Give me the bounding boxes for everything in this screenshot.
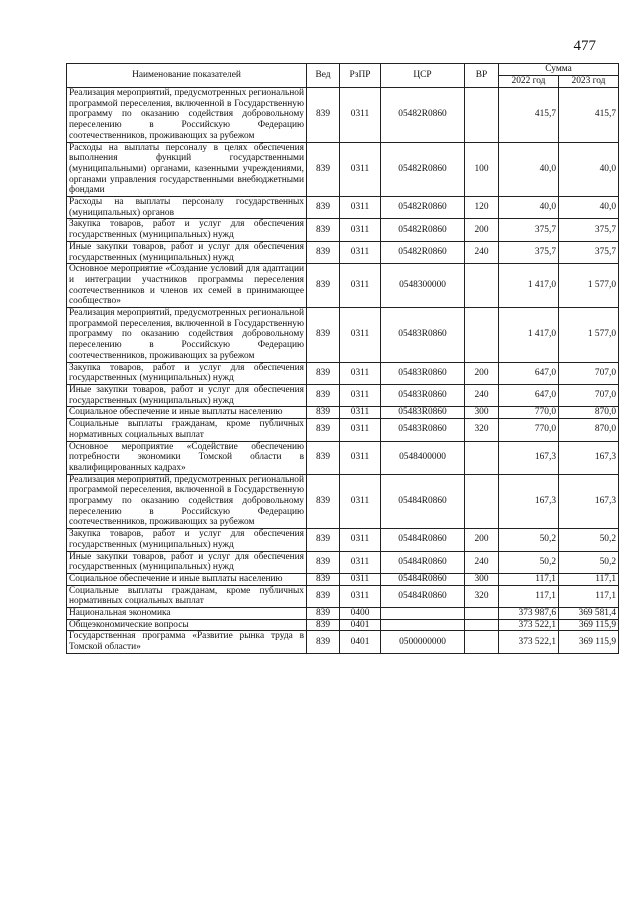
header-vr: ВР bbox=[465, 64, 499, 88]
row-name: Иные закупки товаров, работ и услуг для обеспечения государственных (муниципальных) нужд bbox=[67, 551, 307, 573]
table-row bbox=[67, 264, 619, 308]
row-sum-2022: 375,7 bbox=[499, 219, 559, 241]
row-vr: 100 bbox=[465, 142, 499, 197]
row-ved: 839 bbox=[307, 573, 340, 585]
table-row bbox=[67, 529, 619, 551]
row-sum-2023: 369 115,9 bbox=[559, 631, 619, 653]
table-row bbox=[67, 441, 619, 474]
table-row bbox=[67, 241, 619, 263]
table-row bbox=[67, 631, 619, 653]
header-name: Наименование показателей bbox=[67, 64, 307, 88]
row-vr: 200 bbox=[465, 529, 499, 551]
row-vr bbox=[465, 474, 499, 529]
table-row bbox=[67, 407, 619, 419]
table-row bbox=[67, 197, 619, 219]
row-csr: 05483R0860 bbox=[381, 362, 465, 384]
row-sum-2022: 373 522,1 bbox=[499, 631, 559, 653]
row-csr: 0548400000 bbox=[381, 441, 465, 474]
row-sum-2023: 870,0 bbox=[559, 419, 619, 441]
row-sum-2023: 50,2 bbox=[559, 529, 619, 551]
row-ved: 839 bbox=[307, 631, 340, 653]
row-rzpr: 0311 bbox=[340, 585, 381, 607]
row-sum-2023: 369 581,4 bbox=[559, 608, 619, 620]
row-rzpr: 0311 bbox=[340, 384, 381, 406]
table-row bbox=[67, 219, 619, 241]
row-name: Государственная программа «Развитие рынка труда в Томской области» bbox=[67, 631, 307, 653]
row-sum-2023: 707,0 bbox=[559, 362, 619, 384]
row-sum-2022: 647,0 bbox=[499, 384, 559, 406]
row-vr: 320 bbox=[465, 585, 499, 607]
row-rzpr: 0311 bbox=[340, 197, 381, 219]
row-sum-2022: 50,2 bbox=[499, 529, 559, 551]
row-sum-2023: 415,7 bbox=[559, 88, 619, 143]
table-row bbox=[67, 585, 619, 607]
row-csr: 05482R0860 bbox=[381, 241, 465, 263]
row-name: Социальное обеспечение и иные выплаты населению bbox=[67, 407, 307, 419]
row-ved: 839 bbox=[307, 219, 340, 241]
row-csr: 05483R0860 bbox=[381, 308, 465, 363]
row-csr: 05484R0860 bbox=[381, 585, 465, 607]
row-vr: 240 bbox=[465, 551, 499, 573]
header-sum: Сумма bbox=[499, 64, 619, 76]
row-csr: 05483R0860 bbox=[381, 419, 465, 441]
row-csr: 05483R0860 bbox=[381, 407, 465, 419]
row-csr: 05482R0860 bbox=[381, 142, 465, 197]
row-name: Социальные выплаты гражданам, кроме публичных нормативных социальных выплат bbox=[67, 585, 307, 607]
row-sum-2022: 1 417,0 bbox=[499, 264, 559, 308]
header-rzpr: РзПР bbox=[340, 64, 381, 88]
row-sum-2023: 117,1 bbox=[559, 573, 619, 585]
row-sum-2022: 117,1 bbox=[499, 573, 559, 585]
table-row bbox=[67, 384, 619, 406]
row-vr: 240 bbox=[465, 241, 499, 263]
row-ved: 839 bbox=[307, 419, 340, 441]
header-year-2022: 2022 год bbox=[499, 76, 559, 88]
row-csr: 05484R0860 bbox=[381, 573, 465, 585]
row-vr: 200 bbox=[465, 219, 499, 241]
budget-table bbox=[66, 63, 619, 654]
row-sum-2022: 770,0 bbox=[499, 407, 559, 419]
row-sum-2022: 167,3 bbox=[499, 474, 559, 529]
row-rzpr: 0311 bbox=[340, 441, 381, 474]
row-csr bbox=[381, 619, 465, 631]
header-csr: ЦСР bbox=[381, 64, 465, 88]
row-sum-2022: 40,0 bbox=[499, 197, 559, 219]
row-name: Национальная экономика bbox=[67, 608, 307, 620]
table-row bbox=[67, 88, 619, 143]
row-csr: 05484R0860 bbox=[381, 551, 465, 573]
row-rzpr: 0400 bbox=[340, 608, 381, 620]
table-row bbox=[67, 608, 619, 620]
row-sum-2023: 707,0 bbox=[559, 384, 619, 406]
row-name: Основное мероприятие «Содействие обеспечению потребности экономики Томской области в квалифицированных кадрах» bbox=[67, 441, 307, 474]
row-vr bbox=[465, 88, 499, 143]
row-sum-2022: 770,0 bbox=[499, 419, 559, 441]
row-name: Общеэкономические вопросы bbox=[67, 619, 307, 631]
row-csr: 05482R0860 bbox=[381, 88, 465, 143]
row-vr: 320 bbox=[465, 419, 499, 441]
table-row bbox=[67, 419, 619, 441]
row-sum-2023: 1 577,0 bbox=[559, 264, 619, 308]
row-name: Социальное обеспечение и иные выплаты населению bbox=[67, 573, 307, 585]
row-name: Закупка товаров, работ и услуг для обеспечения государственных (муниципальных) нужд bbox=[67, 219, 307, 241]
row-ved: 839 bbox=[307, 619, 340, 631]
header-year-2023: 2023 год bbox=[559, 76, 619, 88]
table-row bbox=[67, 308, 619, 363]
row-sum-2022: 50,2 bbox=[499, 551, 559, 573]
row-rzpr: 0311 bbox=[340, 308, 381, 363]
row-sum-2023: 40,0 bbox=[559, 142, 619, 197]
table-row bbox=[67, 551, 619, 573]
row-rzpr: 0311 bbox=[340, 88, 381, 143]
row-ved: 839 bbox=[307, 441, 340, 474]
row-sum-2022: 375,7 bbox=[499, 241, 559, 263]
row-ved: 839 bbox=[307, 474, 340, 529]
row-ved: 839 bbox=[307, 88, 340, 143]
row-sum-2023: 117,1 bbox=[559, 585, 619, 607]
row-ved: 839 bbox=[307, 142, 340, 197]
row-ved: 839 bbox=[307, 529, 340, 551]
row-sum-2023: 375,7 bbox=[559, 241, 619, 263]
row-ved: 839 bbox=[307, 241, 340, 263]
row-vr bbox=[465, 631, 499, 653]
row-rzpr: 0311 bbox=[340, 551, 381, 573]
row-rzpr: 0311 bbox=[340, 142, 381, 197]
row-ved: 839 bbox=[307, 264, 340, 308]
row-name: Реализация мероприятий, предусмотренных региональной программой переселения, включенной в Государственную программу по оказанию содействия добровольному переселению в Российскую Федерацию соотечественников, проживающих за рубежом bbox=[67, 88, 307, 143]
row-name: Иные закупки товаров, работ и услуг для обеспечения государственных (муниципальных) нужд bbox=[67, 384, 307, 406]
header-ved: Вед bbox=[307, 64, 340, 88]
row-ved: 839 bbox=[307, 608, 340, 620]
row-rzpr: 0311 bbox=[340, 419, 381, 441]
row-vr bbox=[465, 608, 499, 620]
row-name: Реализация мероприятий, предусмотренных региональной программой переселения, включенной в Государственную программу по оказанию содействия добровольному переселению в Российскую Федерацию соотечественников, проживающих за рубежом bbox=[67, 308, 307, 363]
row-ved: 839 bbox=[307, 585, 340, 607]
row-vr bbox=[465, 619, 499, 631]
row-rzpr: 0311 bbox=[340, 362, 381, 384]
table-body bbox=[67, 88, 619, 654]
row-rzpr: 0311 bbox=[340, 474, 381, 529]
row-rzpr: 0311 bbox=[340, 407, 381, 419]
row-vr: 300 bbox=[465, 407, 499, 419]
row-name: Основное мероприятие «Создание условий для адаптации и интеграции участников программы переселения соотечественников и членов их семей в принимающее сообщество» bbox=[67, 264, 307, 308]
row-csr: 05482R0860 bbox=[381, 219, 465, 241]
row-sum-2022: 167,3 bbox=[499, 441, 559, 474]
row-rzpr: 0311 bbox=[340, 219, 381, 241]
row-sum-2023: 375,7 bbox=[559, 219, 619, 241]
row-name: Реализация мероприятий, предусмотренных региональной программой переселения, включенной в Государственную программу по оказанию содействия добровольному переселению в Российскую Федерацию соотечественников, проживающих за рубежом bbox=[67, 474, 307, 529]
table-row bbox=[67, 573, 619, 585]
table-row bbox=[67, 474, 619, 529]
row-sum-2022: 373 522,1 bbox=[499, 619, 559, 631]
row-name: Социальные выплаты гражданам, кроме публичных нормативных социальных выплат bbox=[67, 419, 307, 441]
row-sum-2022: 40,0 bbox=[499, 142, 559, 197]
row-name: Закупка товаров, работ и услуг для обеспечения государственных (муниципальных) нужд bbox=[67, 529, 307, 551]
row-name: Иные закупки товаров, работ и услуг для обеспечения государственных (муниципальных) нужд bbox=[67, 241, 307, 263]
row-rzpr: 0311 bbox=[340, 529, 381, 551]
row-vr bbox=[465, 308, 499, 363]
row-vr: 200 bbox=[465, 362, 499, 384]
row-rzpr: 0311 bbox=[340, 573, 381, 585]
row-vr bbox=[465, 441, 499, 474]
row-vr: 240 bbox=[465, 384, 499, 406]
row-csr: 05484R0860 bbox=[381, 529, 465, 551]
row-csr: 05483R0860 bbox=[381, 384, 465, 406]
row-sum-2023: 167,3 bbox=[559, 474, 619, 529]
row-sum-2022: 647,0 bbox=[499, 362, 559, 384]
row-sum-2022: 415,7 bbox=[499, 88, 559, 143]
row-sum-2023: 870,0 bbox=[559, 407, 619, 419]
row-sum-2022: 1 417,0 bbox=[499, 308, 559, 363]
row-ved: 839 bbox=[307, 308, 340, 363]
row-name: Расходы на выплаты персоналу в целях обеспечения выполнения функций государственными (муниципальными) органами, казенными учреждениями, органами управления государственными внебюджетными фондами bbox=[67, 142, 307, 197]
row-ved: 839 bbox=[307, 362, 340, 384]
row-ved: 839 bbox=[307, 407, 340, 419]
row-sum-2023: 167,3 bbox=[559, 441, 619, 474]
row-rzpr: 0401 bbox=[340, 631, 381, 653]
row-ved: 839 bbox=[307, 197, 340, 219]
page-number: 477 bbox=[573, 38, 596, 54]
row-rzpr: 0311 bbox=[340, 241, 381, 263]
row-vr bbox=[465, 264, 499, 308]
row-csr: 05484R0860 bbox=[381, 474, 465, 529]
row-sum-2022: 373 987,6 bbox=[499, 608, 559, 620]
row-vr: 120 bbox=[465, 197, 499, 219]
row-csr: 05482R0860 bbox=[381, 197, 465, 219]
table-row bbox=[67, 142, 619, 197]
row-rzpr: 0401 bbox=[340, 619, 381, 631]
row-csr bbox=[381, 608, 465, 620]
row-sum-2023: 50,2 bbox=[559, 551, 619, 573]
row-ved: 839 bbox=[307, 551, 340, 573]
row-rzpr: 0311 bbox=[340, 264, 381, 308]
table-row bbox=[67, 362, 619, 384]
table-row bbox=[67, 619, 619, 631]
row-csr: 0500000000 bbox=[381, 631, 465, 653]
row-name: Закупка товаров, работ и услуг для обеспечения государственных (муниципальных) нужд bbox=[67, 362, 307, 384]
row-sum-2022: 117,1 bbox=[499, 585, 559, 607]
row-ved: 839 bbox=[307, 384, 340, 406]
row-sum-2023: 369 115,9 bbox=[559, 619, 619, 631]
row-sum-2023: 1 577,0 bbox=[559, 308, 619, 363]
row-csr: 0548300000 bbox=[381, 264, 465, 308]
row-name: Расходы на выплаты персоналу государственных (муниципальных) органов bbox=[67, 197, 307, 219]
row-sum-2023: 40,0 bbox=[559, 197, 619, 219]
row-vr: 300 bbox=[465, 573, 499, 585]
